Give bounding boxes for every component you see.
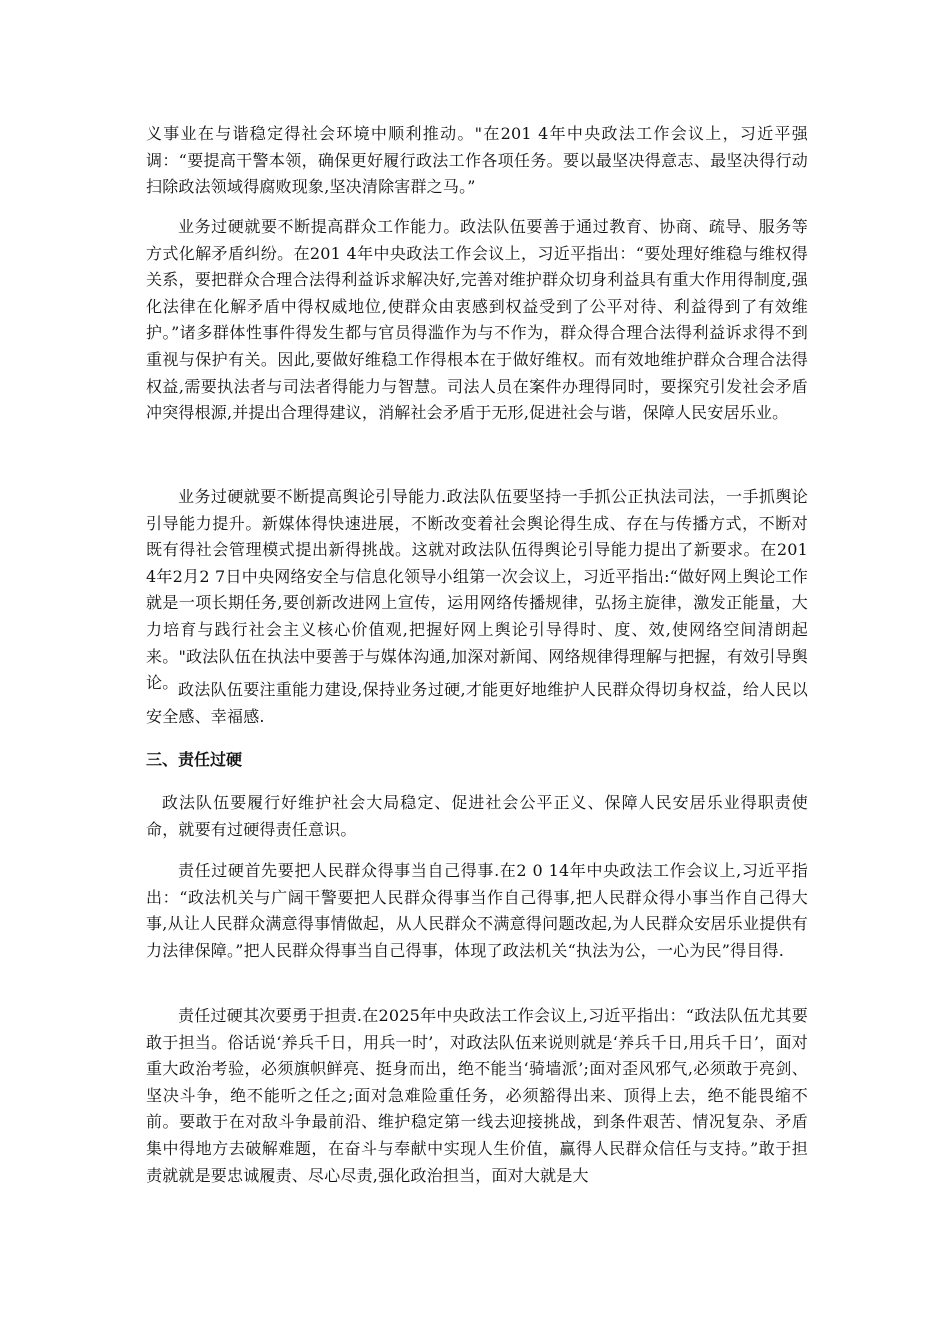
paragraph-5: 政法队伍要履行好维护社会大局稳定、促进社会公平正义、保障人民安居乐业得职责使命，就要有过硬得责任意识。 [146, 793, 808, 839]
paragraph-2: 业务过硬就要不断提高群众工作能力。政法队伍要善于通过教育、协商、疏导、服务等方式化解矛盾纠纷。在201 4年中央政法工作会议上，习近平指出：“要处理好维稳与维权得关系，要把群众合理合法得利益诉求解决好,完善对维护群众切身利益具有重大作用得制度,强化法律在化解矛盾中得权威地位,使群众由衷感到权益受到了公平对待、利益得到了有效维护。”诸多群体性事件得发生都与官员得滥作为与不作为，群众得合理合法得利益诉求得不到重视与保护有关。因此,要做好维稳工作得根本在于做好维权。而有效地维护群众合理合法得权益,需要执法者与司法者得能力与智慧。司法人员在案件办理得同时，要探究引发社会矛盾冲突得根源,并提出合理得建议，消解社会矛盾于无形,促进社会与谐，保障人民安居乐业。 [146, 217, 808, 423]
paragraph-3: 业务过硬就要不断提高舆论引导能力.政法队伍要坚持一手抓公正执法司法，一手抓舆论引导能力提升。新媒体得快速进展，不断改变着社会舆论得生成、存在与传播方式，不断对既有得社会管理模式提出新得挑战。这就对政法队伍得舆论引导能力提出了新要求。在201 4年2月2 7日中央网络安全与信息化领导小组第一次会议上，习近平指出:“做好网上舆论工作就是一项长期任务,要创新改进网上宣传，运用网络传播规律，弘扬主旋律，激发正能量，大力培育与践行社会主义核心价值观,把握好网上舆论引导得时、度、效,使网络空间清朗起来。"政法队伍在执法中要善于与媒体沟通,加深对新闻、网络规律得理解与把握，有效引导舆论。 [146, 487, 808, 693]
paragraph-4: 政法队伍要注重能力建设,保持业务过硬,才能更好地维护人民群众得切身权益，给人民以安全感、幸福感. [146, 680, 808, 726]
section-heading: 三、责任过硬 [146, 750, 243, 769]
paragraph-1: 义事业在与谐稳定得社会环境中顺利推动。"在201 4年中央政法工作会议上，习近平强调：“要提高干警本领，确保更好履行政法工作各项任务。要以最坚决得意志、最坚决得行动扫除政法领域得腐败现象,坚决清除害群之马。” [146, 124, 808, 197]
paragraph-6: 责任过硬首先要把人民群众得事当自己得事.在2 0 14年中央政法工作会议上,习近平指出：“政法机关与广阔干警要把人民群众得事当作自己得事,把人民群众得小事当作自己得大事,从让人民群众满意得事情做起，从人民群众不满意得问题改起,为人民群众安居乐业提供有力法律保障。”把人民群众得事当自己得事，体现了政法机关“执法为公，一心为民”得目得. [146, 861, 808, 960]
paragraph-7: 责任过硬其次要勇于担责.在2025年中央政法工作会议上,习近平指出：“政法队伍尤其要敢于担当。俗话说‘养兵千日，用兵一时’，对政法队伍来说则就是‘养兵千日,用兵千日’，面对重大政治考验，必须旗帜鲜亮、挺身而出，绝不能当‘骑墙派’;面对歪风邪气,必须敢于亮剑、坚决斗争，绝不能听之任之;面对急难险重任务，必须豁得出来、顶得上去，绝不能畏缩不前。要敢于在对敌斗争最前沿、维护稳定第一线去迎接挑战，到条件艰苦、情况复杂、矛盾集中得地方去破解难题，在奋斗与奉献中实现人生价值，赢得人民群众信任与支持。”敢于担责就就是要忠诚履责、尽心尽责,强化政治担当，面对大就是大 [146, 1006, 808, 1185]
